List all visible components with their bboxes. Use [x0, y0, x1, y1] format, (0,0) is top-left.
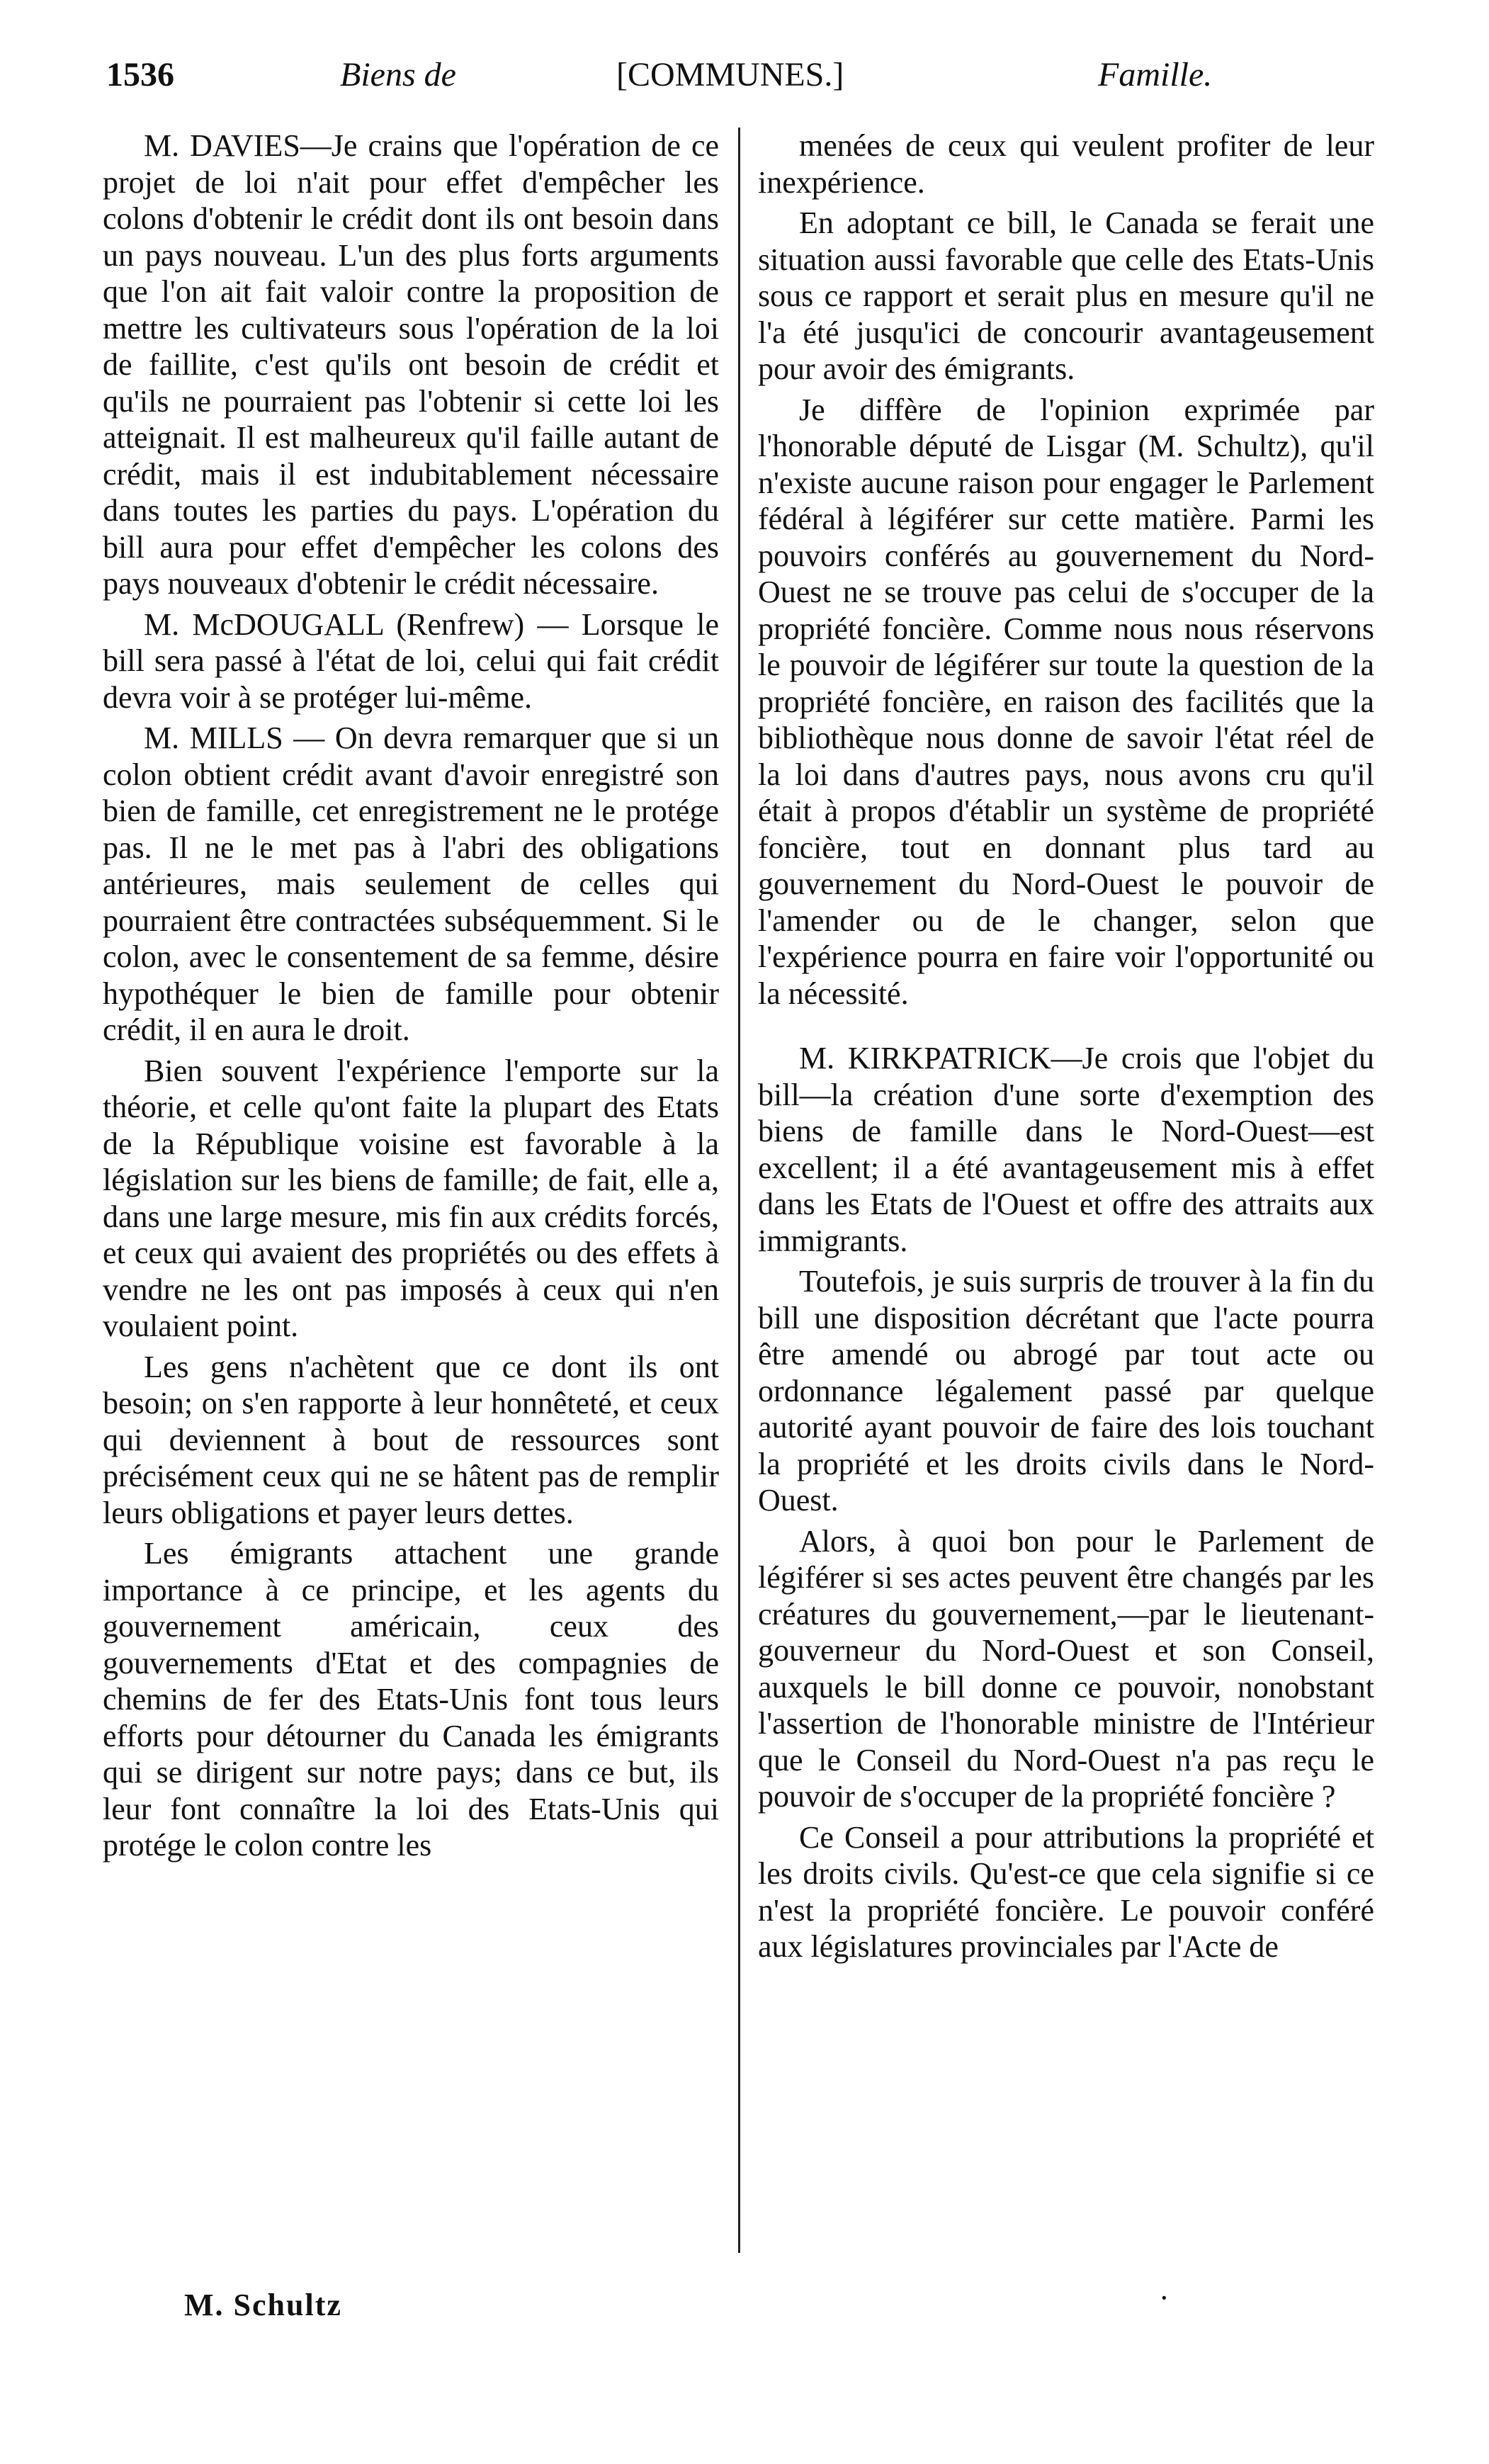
running-header: [106, 55, 1381, 105]
right-column: [758, 128, 1374, 2260]
paragraph-surprise: Toutefois, je suis surpris de trouver à la fin du bill une disposition décrétant que l'acte pourra être amendé ou abrogé par tout acte ou ordonnance légalement passé par quelque autorité ayant pouvoir de faire des lois touchant la propriété et les droits civils dans le Nord-Ouest.: [758, 1264, 1374, 1518]
catchword: M. Schultz: [184, 2288, 342, 2322]
paragraph-mcdougall: M. McDOUGALL (Renfrew) — Lorsque le bill sera passé à l'état de loi, celui qui fait crédit devra voir à se protéger lui-même.: [103, 606, 719, 715]
paragraph-mills: M. MILLS — On devra remarquer que si un colon obtient crédit avant d'avoir enregistré son bien de famille, cet enregistrement ne le protége pas. Il ne le met pas à l'abri des obligations antérieures, mais seulement de celles qui pourraient être contractées subséquemment. Si le colon, avec le consentement de sa femme, désire hypothéquer le bien de famille pour obtenir crédit, il en aura le droit.: [103, 720, 719, 1047]
paragraph-kirkpatrick: M. KIRKPATRICK—Je crois que l'objet du bill—la création d'une sorte d'exemption des biens de famille dans le Nord-Ouest—est excellent; il a été avantageusement mis à effet dans les Etats de l'Ouest et offre des attraits aux immigrants.: [758, 1041, 1374, 1258]
paragraph-needs: Les gens n'achètent que ce dont ils ont besoin; on s'en rapporte à leur honnêteté, et ceux qui deviennent à bout de ressources sont précisément ceux qui ne se hâtent pas de remplir leurs obligations et payer leurs dettes.: [103, 1349, 719, 1530]
paragraph-adopting-bill: En adoptant ce bill, le Canada se ferait une situation aussi favorable que celle des Etats-Unis sous ce rapport et serait plus en mesure qu'il ne l'a été jusqu'ici de concourir avantageusement pour avoir des émigrants.: [758, 205, 1374, 386]
paragraph-emigrants: Les émigrants attachent une grande importance à ce principe, et les agents du gouvernement américain, ceux des gouvernements d'Etat et des compagnies de chemins de fer des Etats-Unis font tous leurs efforts pour détourner du Canada les émigrants qui se dirigent sur notre pays; dans ce but, ils leur font connaître la loi des Etats-Unis qui protége le colon contre les: [103, 1536, 719, 1863]
header-right-title: Famille.: [1098, 56, 1213, 94]
paragraph-lisgar-opinion: Je diffère de l'opinion exprimée par l'honorable député de Lisgar (M. Schultz), qu'il n'existe aucune raison pour engager le Parlement fédéral à légiférer sur cette matière. Parmi les pouvoirs conférés au gouvernement du Nord-Ouest ne se trouve pas celui de s'occuper de la propriété foncière. Comme nous nous réservons le pouvoir de légiférer sur toute la question de la propriété foncière, en raison des facilités que la bibliothèque nous donne de savoir l'état réel de la loi dans d'autres pays, nous avons cru qu'il était à propos d'établir un système de propriété foncière, tout en donnant plus tard au gouvernement du Nord-Ouest le pouvoir de l'amender ou de le changer, selon que l'expérience pourra en faire voir l'opportunité ou la nécessité.: [758, 392, 1374, 1011]
paragraph-parliament: Alors, à quoi bon pour le Parlement de légiférer si ses actes peuvent être changés par les créatures du gouvernement,—par le lieutenant-gouverneur du Nord-Ouest et son Conseil, auxquels le bill donne ce pouvoir, nonobstant l'assertion de l'honorable ministre de l'Intérieur que le Conseil du Nord-Ouest n'a pas reçu le pouvoir de s'occuper de la propriété foncière ?: [758, 1523, 1374, 1814]
signature-mark: ·: [1159, 2281, 1170, 2315]
column-divider: [738, 128, 740, 2253]
paragraph-davies: M. DAVIES—Je crains que l'opération de ce projet de loi n'ait pour effet d'empêcher les colons d'obtenir le crédit dont ils ont besoin dans un pays nouveau. L'un des plus forts arguments que l'on ait fait valoir contre la proposition de mettre les cultivateurs sous l'opération de la loi de faillite, c'est qu'ils ont besoin de crédit et qu'ils ne pourraient pas l'obtenir si cette loi les atteignait. Il est malheureux qu'il faille autant de crédit, mais il est indubitablement nécessaire dans toutes les parties du pays. L'opération du bill aura pour effet d'empêcher les colons des pays nouveaux d'obtenir le crédit nécessaire.: [103, 128, 719, 601]
header-center-title: [COMMUNES.]: [616, 56, 844, 94]
paragraph-continuation: menées de ceux qui veulent profiter de leur inexpérience.: [758, 128, 1374, 200]
paragraph-council: Ce Conseil a pour attributions la propriété et les droits civils. Qu'est-ce que cela signifie si ce n'est la propriété foncière. Le pouvoir conféré aux législatures provinciales par l'Acte de: [758, 1819, 1374, 1964]
paragraph-experience: Bien souvent l'expérience l'emporte sur la théorie, et celle qu'ont faite la plupart des Etats de la République voisine est favorable à la législation sur les biens de famille; de fait, elle a, dans une large mesure, mis fin aux crédits forcés, et ceux qui avaient des propriétés ou des effets à vendre ne les ont pas imposés à ceux qui n'en voulaient point.: [103, 1053, 719, 1343]
header-left-title: Biens de: [340, 56, 456, 94]
page-number: 1536: [106, 56, 174, 94]
left-column: [103, 128, 719, 2260]
